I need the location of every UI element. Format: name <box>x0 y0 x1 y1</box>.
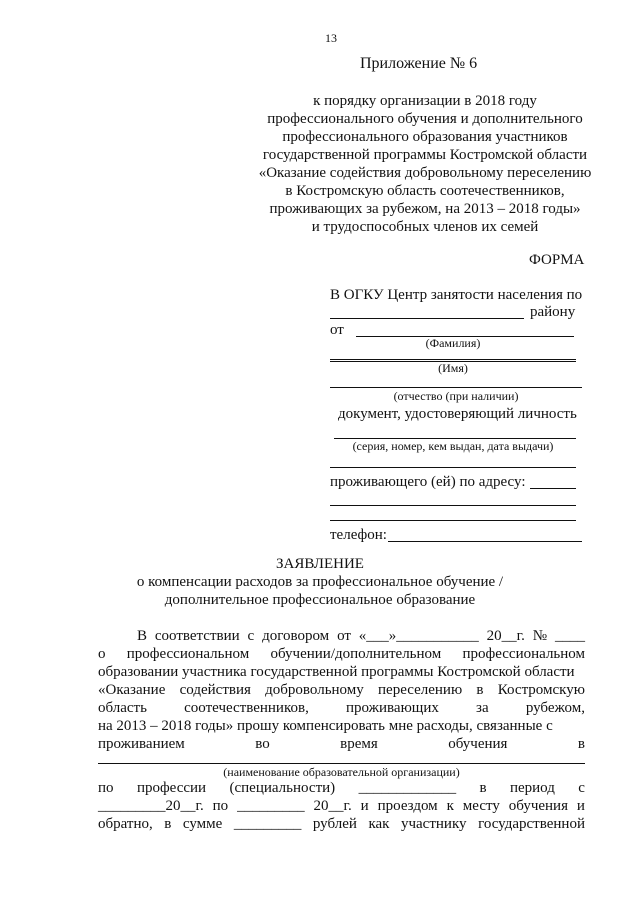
word: соответствии <box>154 628 240 644</box>
word: государственной <box>478 816 585 832</box>
word: содействия <box>179 682 251 698</box>
word: 20__г. <box>486 628 525 644</box>
word: за <box>476 700 489 716</box>
word: «___»___________ <box>358 628 479 644</box>
statement-subtitle-2: дополнительное профессиональное образование <box>164 592 476 608</box>
word: от <box>337 628 351 644</box>
statement-title: ЗАЯВЛЕНИЕ <box>276 556 364 572</box>
word: время <box>340 736 378 752</box>
word: по <box>98 780 114 796</box>
word: период <box>509 780 555 796</box>
word: профессиональном <box>126 646 250 662</box>
word: 20__г. <box>313 798 352 814</box>
district-line <box>330 318 524 319</box>
appendix-line: государственной программы Костромской области <box>262 147 588 163</box>
body-line-5 <box>98 700 585 717</box>
address-line-3 <box>330 520 576 521</box>
appendix-line: проживающих за рубежом, на 2013 – 2018 годы» <box>269 201 581 217</box>
org-caption: (наименование образовательной организации) <box>223 765 460 779</box>
addressee-to: В ОГКУ Центр занятости населения по <box>330 287 583 303</box>
patronymic-caption: (отчество (при наличии) <box>393 389 519 403</box>
word: Костромскую <box>497 682 585 698</box>
word: во <box>255 736 270 752</box>
word: _________ <box>237 798 305 814</box>
body-line-8 <box>98 780 585 797</box>
word: и <box>576 798 585 814</box>
body-line-6: на 2013 – 2018 годы» прошу компенсировать мне расходы, связанные с <box>98 718 553 734</box>
id-details-caption: (серия, номер, кем выдан, дата выдачи) <box>352 439 554 453</box>
word: профессиональном <box>462 646 585 662</box>
word: как <box>368 816 390 832</box>
page-number: 13 <box>325 31 337 45</box>
word: обучения <box>448 736 508 752</box>
body-line-7 <box>98 736 585 753</box>
word: по <box>212 798 229 814</box>
surname-line <box>330 359 576 360</box>
word: в <box>164 816 172 832</box>
phone-label: телефон: <box>330 527 387 543</box>
body-line-4 <box>98 682 585 699</box>
word: к <box>446 798 454 814</box>
body-line-1 <box>137 628 585 645</box>
appendix-line: к порядку организации в 2018 году <box>313 93 537 109</box>
statement-subtitle-1: о компенсации расходов за профессиональное обучение / <box>136 574 504 590</box>
word: соотечественников, <box>184 700 309 716</box>
word: _____________ <box>358 780 457 796</box>
word: № <box>532 628 548 644</box>
body-line-9 <box>98 798 585 815</box>
name-caption: (Имя) <box>438 361 468 375</box>
address-label: проживающего (ей) по адресу: <box>330 474 526 490</box>
word: в <box>476 682 484 698</box>
word: переселению <box>378 682 463 698</box>
appendix-line: в Костромскую область соотечественников, <box>285 183 565 199</box>
address-line-1 <box>530 488 576 489</box>
word: ____ <box>554 628 585 644</box>
appendix-title: Приложение № 6 <box>360 55 478 72</box>
word: обучения <box>508 798 568 814</box>
phone-line <box>388 541 582 542</box>
word: В <box>137 628 148 644</box>
blank-line <box>330 467 576 468</box>
word: (специальности) <box>229 780 336 796</box>
word: сумме <box>182 816 223 832</box>
body-line-3: образовании участника государственной программы Костромской области <box>98 664 575 680</box>
word: о <box>98 646 106 662</box>
body-line-10 <box>98 816 585 833</box>
word: _________20__г. <box>98 798 204 814</box>
word: рублей <box>312 816 357 832</box>
word: в <box>577 736 585 752</box>
word: участнику <box>400 816 467 832</box>
word: _________ <box>233 816 302 832</box>
word: проживающих <box>346 700 439 716</box>
surname-caption: (Фамилия) <box>425 336 481 350</box>
word: месту <box>462 798 500 814</box>
appendix-line: «Оказание содействия добровольному переселению <box>258 165 592 181</box>
body-line-2 <box>98 646 585 663</box>
word: рубежом, <box>525 700 585 716</box>
word: с <box>578 780 585 796</box>
word: обучении/дополнительном <box>270 646 442 662</box>
patronymic-line <box>330 387 582 388</box>
district-word: району <box>530 304 576 320</box>
word: в <box>479 780 487 796</box>
word: добровольному <box>265 682 364 698</box>
form-label: ФОРМА <box>529 252 585 268</box>
appendix-line: и трудоспособных членов их семей <box>311 219 539 235</box>
word: область <box>98 700 147 716</box>
word: и <box>360 798 369 814</box>
org-line <box>98 763 585 764</box>
word: с <box>247 628 255 644</box>
appendix-line: профессионального образования участников <box>282 129 568 145</box>
word: проездом <box>377 798 438 814</box>
word: профессии <box>136 780 207 796</box>
word: обратно, <box>98 816 153 832</box>
id-document-label: документ, удостоверяющий личность <box>338 406 577 422</box>
word: «Оказание <box>98 682 166 698</box>
address-line-2 <box>330 505 576 506</box>
from-word: от <box>330 322 344 338</box>
word: проживанием <box>98 736 185 752</box>
appendix-line: профессионального обучения и дополнительного <box>267 111 583 127</box>
word: договором <box>262 628 330 644</box>
